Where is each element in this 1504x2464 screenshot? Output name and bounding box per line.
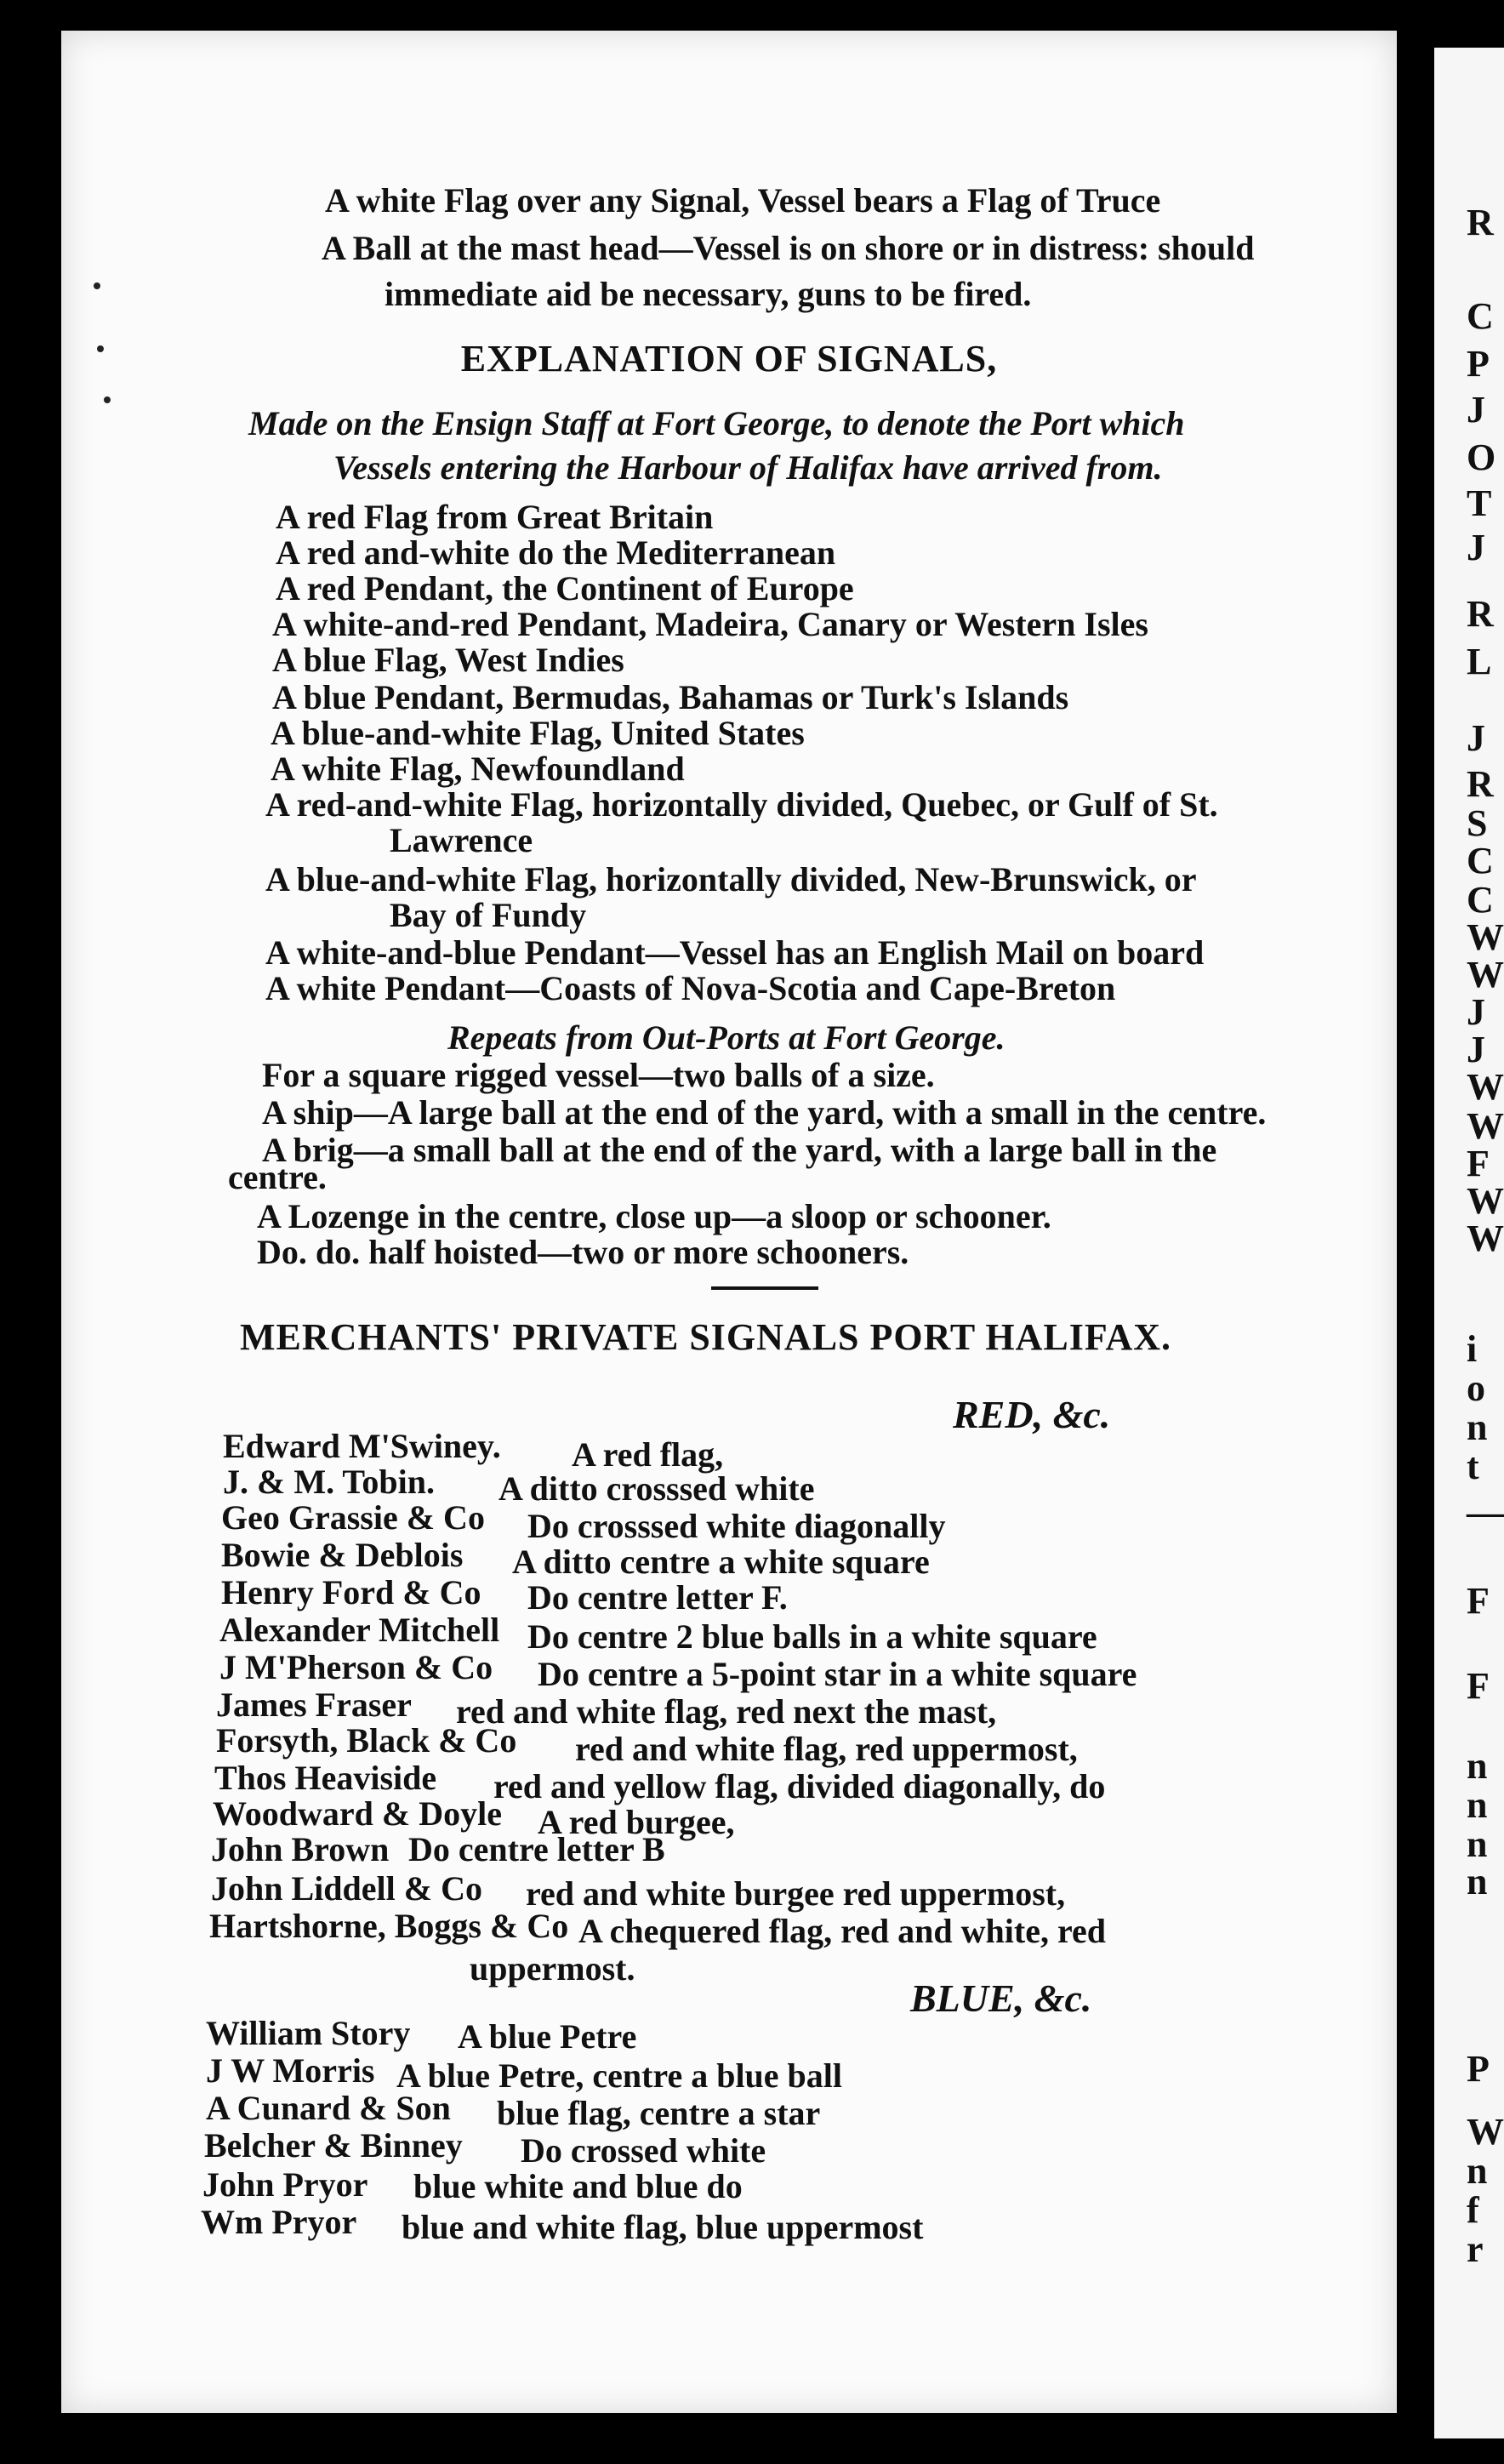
signal-item: A red and-white do the Mediterranean [276, 533, 836, 572]
ink-mark [104, 396, 111, 403]
fragment-letter: R [1467, 763, 1494, 805]
merchant-name: Wm Pryor [201, 2203, 357, 2241]
signal-item: A red-and-white Flag, horizontally divided, Quebec, or Gulf of St. [265, 785, 1218, 824]
repeats-title: Repeats from Out-Ports at Fort George. [447, 1018, 1006, 1057]
merchant-name: Edward M'Swiney. [223, 1427, 501, 1465]
explanation-subtitle-2: Vessels entering the Harbour of Halifax have arrived from. [333, 448, 1163, 487]
merchant-signal: A chequered flag, red and white, red [578, 1912, 1107, 1950]
fragment-letter: W [1467, 954, 1504, 995]
fragment-letter: W [1467, 1218, 1504, 1259]
merchant-name: Woodward & Doyle [213, 1794, 502, 1833]
fragment-letter: o [1467, 1367, 1485, 1409]
fragment-letter: n [1467, 1784, 1488, 1826]
merchant-signal: A red flag, [572, 1435, 724, 1474]
fragment-letter: n [1467, 1823, 1488, 1865]
fragment-letter: f [1467, 2189, 1479, 2231]
explanation-subtitle-1: Made on the Ensign Staff at Fort George, to denote the Port which [248, 404, 1185, 442]
signal-item: A blue Pendant, Bermudas, Bahamas or Turk's Islands [272, 678, 1069, 716]
signal-item: A white Flag, Newfoundland [271, 750, 685, 788]
section-divider [711, 1286, 818, 1290]
fragment-letter: R [1467, 593, 1494, 635]
merchant-signal-continued: uppermost. [470, 1949, 635, 1988]
merchant-name: John Pryor [202, 2165, 368, 2204]
merchant-name: William Story [206, 2014, 411, 2052]
merchant-signal: blue white and blue do [413, 2167, 743, 2205]
signal-item: A red Pendant, the Continent of Europe [276, 569, 854, 607]
merchant-signal: red and white burgee red uppermost, [526, 1874, 1066, 1913]
merchant-signal: Do centre letter B [408, 1830, 665, 1868]
merchant-signal: Do crossed white [521, 2131, 766, 2170]
fragment-letter: P [1467, 2048, 1490, 2090]
merchant-signal: A ditto centre a white square [512, 1543, 930, 1581]
red-section-heading: RED, &c. [953, 1393, 1111, 1436]
signal-item: A blue-and-white Flag, United States [271, 714, 805, 752]
merchant-signal: red and white flag, red next the mast, [456, 1692, 997, 1731]
merchants-title: MERCHANTS' PRIVATE SIGNALS PORT HALIFAX. [240, 1316, 1172, 1358]
truce-line-2: A Ball at the mast head—Vessel is on shore or in distress: should [322, 229, 1255, 267]
fragment-letter: C [1467, 295, 1494, 337]
merchant-name: Belcher & Binney [204, 2126, 463, 2165]
merchant-name: John Liddell & Co [211, 1869, 482, 1908]
merchant-name: John Brown [211, 1830, 390, 1868]
fragment-letter: F [1467, 1143, 1490, 1184]
merchant-name: Henry Ford & Co [221, 1573, 481, 1611]
blue-section-heading: BLUE, &c. [910, 1976, 1092, 2020]
fragment-letter: — [1467, 1492, 1504, 1533]
signal-item: A red Flag from Great Britain [276, 498, 714, 536]
merchant-signal: blue flag, centre a star [497, 2094, 821, 2132]
fragment-letter: J [1467, 991, 1485, 1033]
fragment-letter: W [1467, 1105, 1504, 1147]
repeat-item: A brig—a small ball at the end of the yard, with a large ball in the [262, 1131, 1217, 1169]
merchant-signal: red and yellow flag, divided diagonally, do [493, 1767, 1106, 1805]
fragment-letter: J [1467, 527, 1485, 568]
truce-line-1: A white Flag over any Signal, Vessel bears a Flag of Truce [325, 181, 1161, 220]
signal-item: A blue Flag, West Indies [272, 641, 624, 679]
merchant-name: Thos Heaviside [214, 1759, 437, 1797]
fragment-letter: W [1467, 916, 1504, 958]
merchant-signal: A blue Petre [458, 2017, 637, 2056]
signal-item: A blue-and-white Flag, horizontally divided, New-Brunswick, or [265, 860, 1197, 898]
fragment-letter: n [1467, 1406, 1488, 1448]
fragment-letter: n [1467, 1745, 1488, 1787]
fragment-letter: t [1467, 1446, 1479, 1487]
merchant-name: Bowie & Deblois [221, 1536, 464, 1574]
merchant-name: Forsyth, Black & Co [216, 1721, 517, 1760]
merchant-signal: Do centre letter F. [527, 1578, 788, 1617]
fragment-letter: L [1467, 641, 1492, 682]
merchant-signal: blue and white flag, blue uppermost [402, 2208, 924, 2246]
fragment-letter: i [1467, 1328, 1478, 1370]
explanation-title: EXPLANATION OF SIGNALS, [460, 338, 998, 379]
ink-mark [94, 282, 100, 289]
fragment-letter: R [1467, 202, 1494, 243]
merchant-signal: Do centre a 5-point star in a white square [538, 1655, 1137, 1693]
signal-item: Lawrence [390, 821, 533, 859]
fragment-letter: C [1467, 879, 1494, 921]
ink-mark [97, 345, 104, 352]
signal-item: A white-and-blue Pendant—Vessel has an English Mail on board [265, 933, 1205, 972]
fragment-letter: r [1467, 2228, 1484, 2270]
merchant-name: J M'Pherson & Co [219, 1648, 493, 1686]
fragment-letter: W [1467, 1180, 1504, 1222]
merchant-name: J. & M. Tobin. [223, 1463, 435, 1501]
fragment-letter: O [1467, 436, 1496, 478]
repeat-item: For a square rigged vessel—two balls of a size. [262, 1056, 935, 1094]
signal-item: A white-and-red Pendant, Madeira, Canary or Western Isles [272, 605, 1148, 643]
merchant-signal: red and white flag, red uppermost, [575, 1730, 1078, 1768]
left-page [61, 31, 1397, 2413]
merchant-name: A Cunard & Son [206, 2089, 451, 2127]
repeat-item: A Lozenge in the centre, close up—a sloop or schooner. [257, 1197, 1051, 1235]
merchant-signal: A blue Petre, centre a blue ball [396, 2056, 843, 2095]
fragment-letter: F [1467, 1665, 1490, 1707]
merchant-name: J W Morris [206, 2051, 375, 2090]
fragment-letter: F [1467, 1580, 1490, 1622]
fragment-letter: T [1467, 482, 1492, 524]
merchant-name: Hartshorne, Boggs & Co [209, 1907, 569, 1945]
adjacent-page-edge [1434, 48, 1504, 2438]
signal-item: Bay of Fundy [390, 896, 587, 934]
fragment-letter: S [1467, 802, 1488, 844]
fragment-letter: J [1467, 717, 1485, 759]
merchant-signal: A red burgee, [538, 1803, 735, 1841]
fragment-letter: n [1467, 1861, 1488, 1902]
merchant-name: Alexander Mitchell [219, 1611, 500, 1649]
fragment-letter: W [1467, 1066, 1504, 1108]
fragment-letter: n [1467, 2150, 1488, 2192]
fragment-letter: J [1467, 1029, 1485, 1070]
fragment-letter: C [1467, 840, 1494, 881]
merchant-name: Geo Grassie & Co [221, 1498, 485, 1537]
repeat-item: Do. do. half hoisted—two or more schooners. [257, 1233, 909, 1271]
truce-line-3: immediate aid be necessary, guns to be fired. [385, 275, 1032, 313]
merchant-name: James Fraser [216, 1685, 412, 1724]
merchant-signal: Do centre 2 blue balls in a white square [527, 1617, 1097, 1656]
fragment-letter: J [1467, 389, 1485, 431]
repeat-item: centre. [228, 1158, 327, 1196]
merchant-signal: A ditto crosssed white [498, 1469, 815, 1508]
repeat-item: A ship—A large ball at the end of the yard, with a small in the centre. [262, 1093, 1267, 1132]
merchant-signal: Do crosssed white diagonally [527, 1507, 946, 1545]
signal-item: A white Pendant—Coasts of Nova-Scotia and Cape-Breton [265, 969, 1116, 1007]
fragment-letter: W [1467, 2111, 1504, 2153]
fragment-letter: P [1467, 343, 1490, 385]
